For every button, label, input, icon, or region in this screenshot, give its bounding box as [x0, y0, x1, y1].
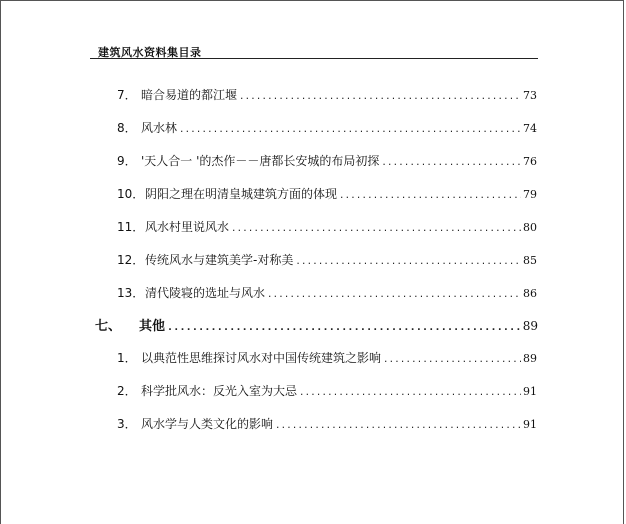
dot-leader	[383, 355, 521, 365]
toc-entry-number: 8．	[117, 121, 137, 135]
toc-entry-number: 10．	[117, 187, 145, 201]
toc-entry-number: 3．	[117, 417, 137, 431]
toc-page-number: 89	[523, 352, 537, 365]
dot-leader	[239, 92, 521, 102]
dot-leader	[339, 191, 521, 201]
toc-entry-title: 暗合易道的都江堰	[141, 88, 238, 102]
toc-entry-12[interactable]	[117, 251, 537, 268]
toc-section-title: 其他	[139, 319, 166, 334]
toc-entry-number: 2．	[117, 384, 137, 398]
toc-entry-title: '天人合一 '的杰作－－唐都长安城的布局初探	[141, 154, 380, 168]
toc-entry-number: 7．	[117, 88, 137, 102]
dot-leader	[299, 388, 521, 398]
running-header-title: 建筑风水资料集目录	[98, 46, 202, 59]
dot-leader	[295, 257, 521, 267]
toc-page-number: 76	[523, 155, 537, 168]
toc-page-number: 80	[523, 221, 537, 234]
toc-entry-title: 阴阳之理在明清皇城建筑方面的体现	[145, 187, 338, 201]
toc-entry-title: 科学批风水：反光入室为大忌	[141, 384, 298, 398]
toc-page-number: 86	[523, 287, 537, 300]
dot-leader	[231, 224, 521, 234]
toc-entry-title: 以典范性思维探讨风水对中国传统建筑之影响	[141, 351, 382, 365]
toc-entry-title: 风水村里说风水	[145, 220, 230, 234]
toc-entry-number: 11．	[117, 220, 145, 234]
toc-entry-number: 9．	[117, 154, 137, 168]
toc-page-number: 91	[523, 385, 537, 398]
toc-entry-2[interactable]	[117, 382, 537, 399]
toc-page-number: 91	[523, 418, 537, 431]
toc-entry-number: 13．	[117, 286, 145, 300]
toc-section-other[interactable]	[95, 315, 538, 334]
toc-entry-3[interactable]	[117, 415, 537, 432]
dot-leader	[267, 290, 521, 300]
toc-entry-title: 风水林	[141, 121, 178, 135]
toc-entry-number: 1．	[117, 351, 137, 365]
toc-page-number: 73	[523, 89, 537, 102]
toc-entry-8[interactable]	[117, 119, 537, 136]
toc-entry-13[interactable]	[117, 284, 537, 301]
toc-entry-title: 清代陵寝的选址与风水	[145, 286, 266, 300]
toc-entry-7[interactable]	[117, 86, 537, 103]
toc-entry-11[interactable]	[117, 218, 537, 235]
toc-entry-1[interactable]	[117, 349, 537, 366]
toc-page-number: 85	[523, 254, 537, 267]
dot-leader	[179, 125, 521, 135]
dot-leader	[275, 421, 521, 431]
toc-entry-title: 风水学与人类文化的影响	[141, 417, 274, 431]
dot-leader	[381, 158, 521, 168]
toc-page-number: 89	[522, 319, 538, 333]
toc-section-number: 七、	[95, 319, 122, 334]
toc-entry-number: 12．	[117, 253, 145, 267]
toc-entry-10[interactable]	[117, 185, 537, 202]
toc-entry-9[interactable]	[117, 152, 537, 169]
toc-page-number: 74	[523, 122, 537, 135]
dot-leader	[167, 322, 521, 333]
toc-entry-title: 传统风水与建筑美学-对称美	[145, 253, 294, 267]
toc-page-number: 79	[523, 188, 537, 201]
